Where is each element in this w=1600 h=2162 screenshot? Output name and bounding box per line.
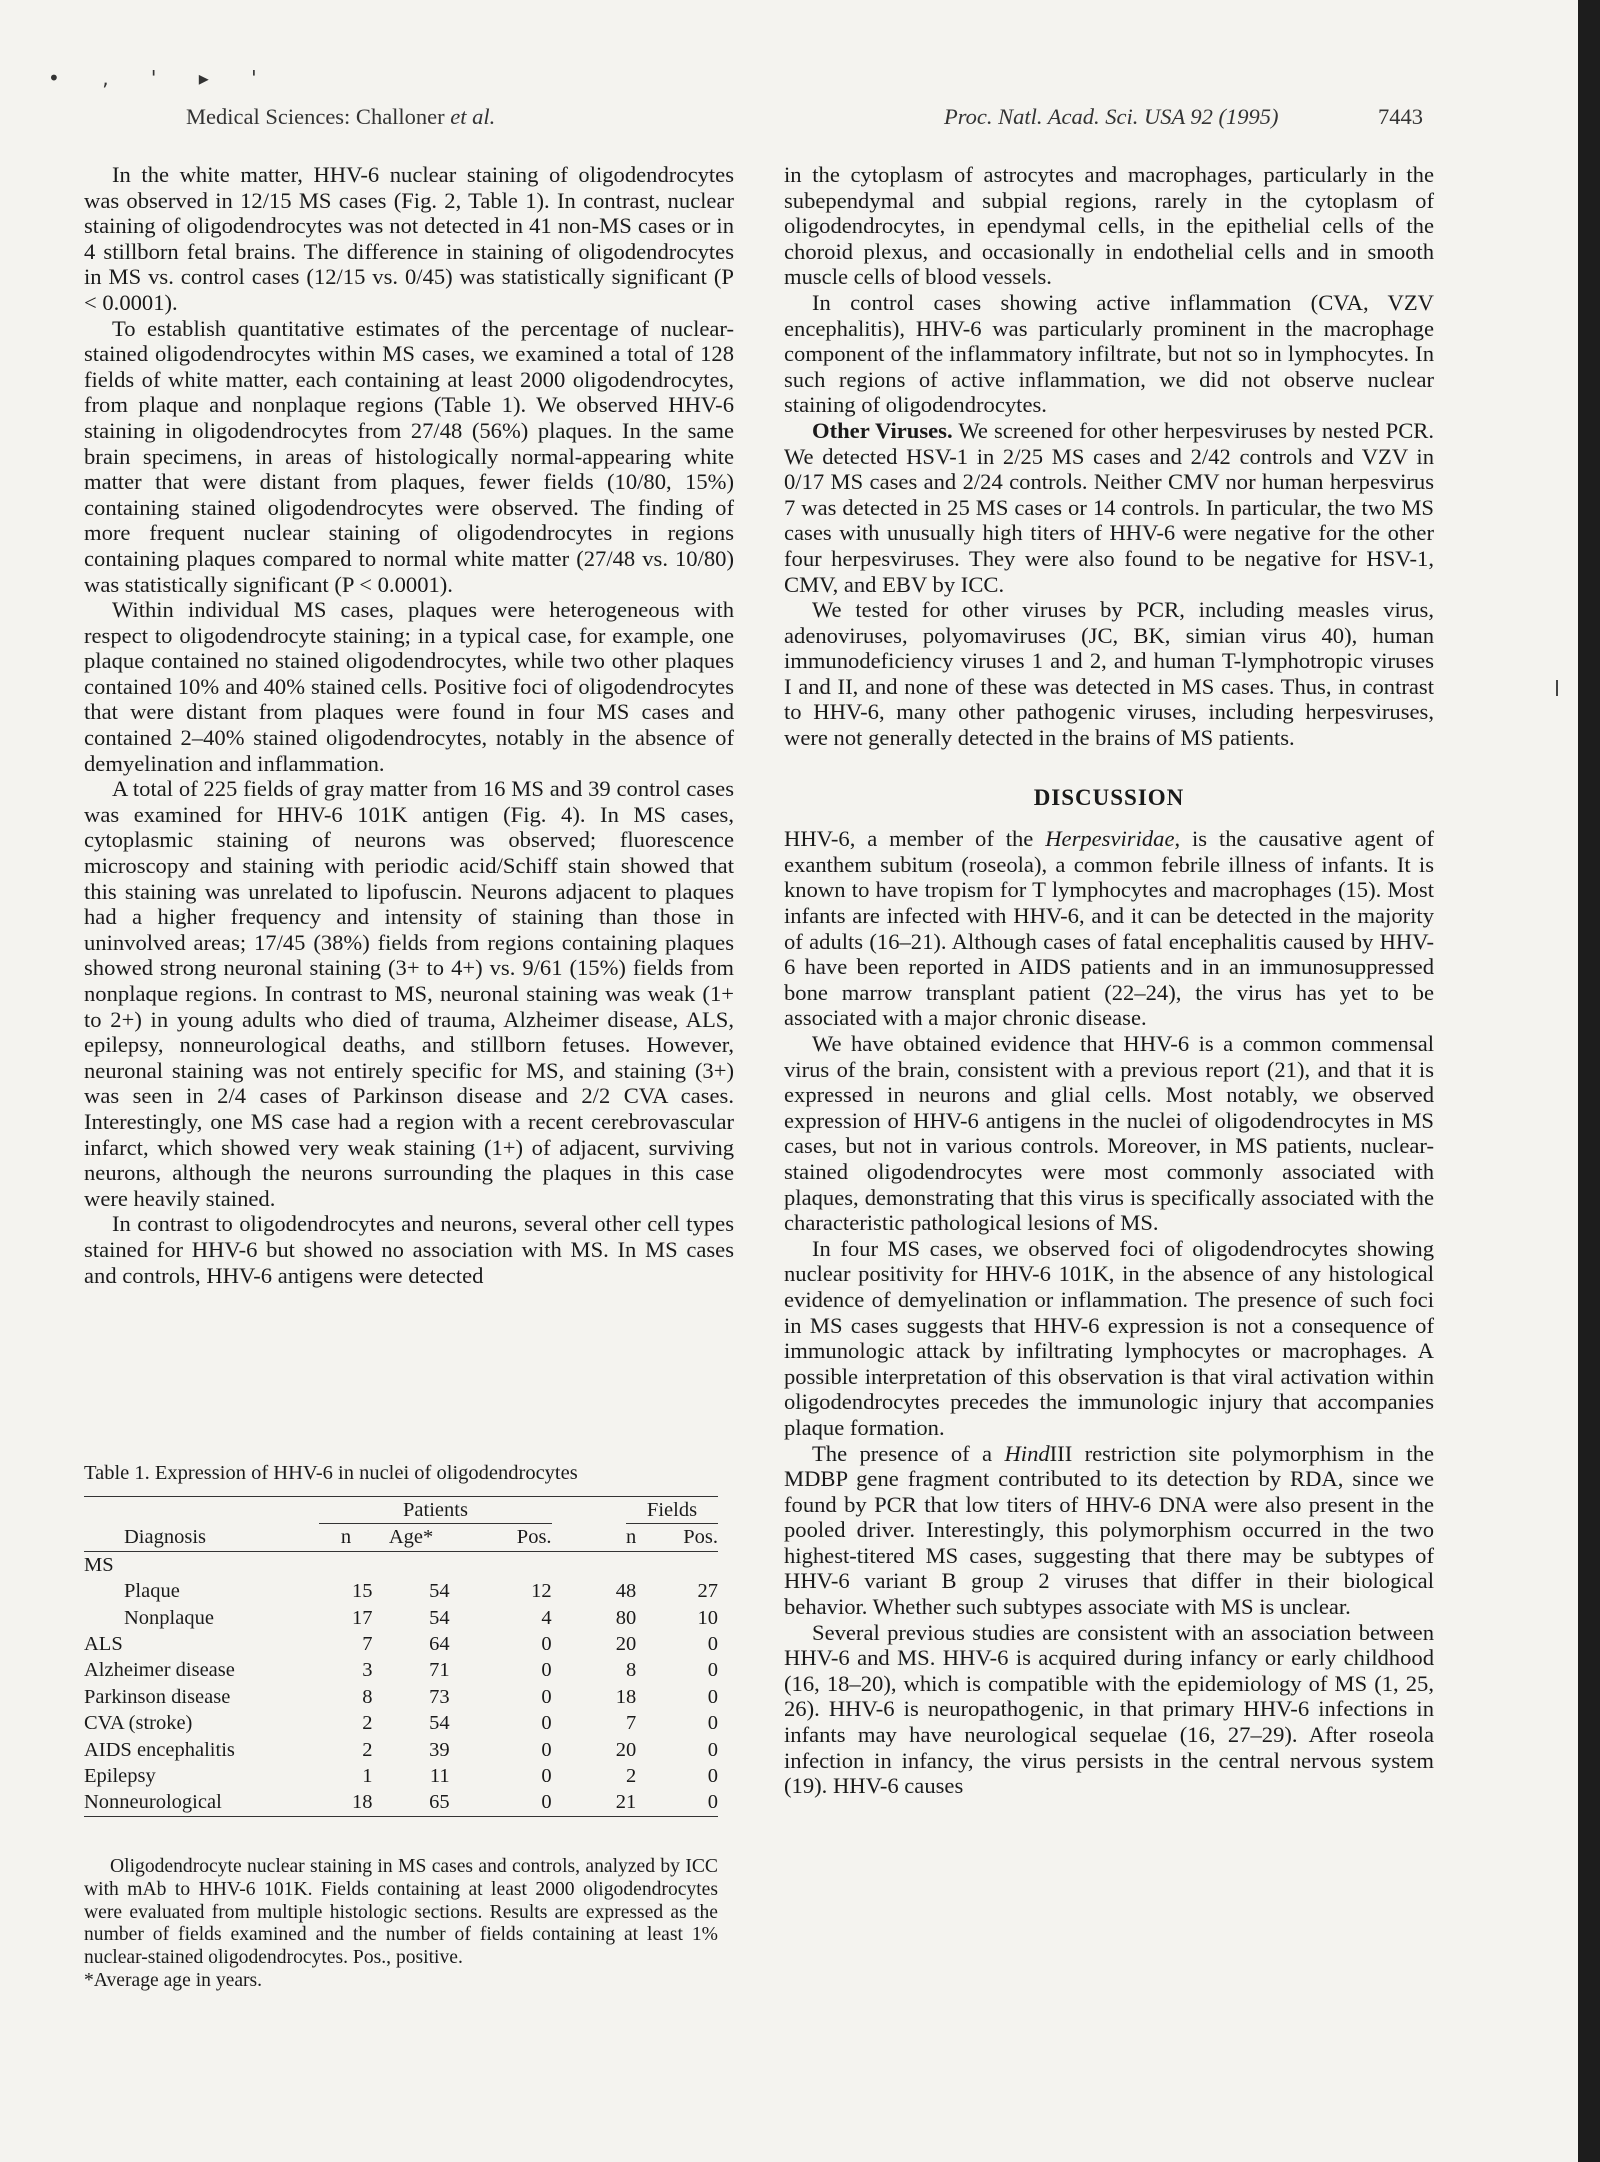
paragraph-text: We screened for other herpesviruses by nested PCR. We detected HSV-1 in 2/25 MS cases and 2/42 controls and VZV in 0/17 MS cases and 2/24 controls. Neither CMV nor human herpesvirus 7 was detected in 25 MS cases or 14 controls. In particular, the two MS cases with unusually high titers of HHV-6 were negative for the other four herpesviruses. They were also found to be negative for HSV-1, CMV, and EBV by ICC.	[784, 417, 1435, 597]
column-header: n	[625, 1526, 637, 1549]
cell-n: 18	[352, 1791, 373, 1814]
cell-fields-pos: 0	[707, 1738, 718, 1761]
table-footnote	[84, 1856, 718, 1993]
running-head-left	[186, 104, 495, 130]
cell-fields-n: 8	[625, 1659, 637, 1682]
paragraph	[784, 1441, 1434, 1620]
cell-fields-pos: 27	[697, 1580, 718, 1603]
cell-pos: 4	[541, 1606, 552, 1629]
running-head-journal: Proc. Natl. Acad. Sci. USA 92 (1995)	[944, 104, 1279, 129]
column-header: Diagnosis	[124, 1526, 206, 1549]
text-run: The presence of a	[812, 1440, 993, 1466]
cell-diagnosis: Epilepsy	[84, 1765, 156, 1788]
paragraph: In the white matter, HHV-6 nuclear staining of oligodendrocytes was observed in 12/15 MS cases (Fig. 2, Table 1). In contrast, nuclear staining of oligodendrocytes was not detected in 41 non-MS cases or in 4 stillborn fetal brains. The difference in staining of oligodendrocytes in MS vs. control cases (12/15 vs. 0/45) was statistically significant (P < 0.0001).	[84, 162, 734, 315]
table-row	[84, 1763, 718, 1789]
table-note-age: *Average age in years.	[84, 1969, 263, 1991]
cell-pos: 0	[541, 1738, 552, 1761]
cell-diagnosis: Nonneurological	[84, 1791, 222, 1814]
cell-n: 17	[352, 1606, 373, 1629]
cell-n: 8	[362, 1685, 373, 1708]
cell-n: 2	[362, 1712, 373, 1735]
cell-pos: 0	[541, 1712, 552, 1735]
paragraph: In contrast to oligodendrocytes and neurons, several other cell types stained for HHV-6 but showed no association with MS. In MS cases and controls, HHV-6 antigens were detected	[84, 1211, 734, 1288]
table-row	[84, 1631, 718, 1657]
cell-diagnosis: Nonplaque	[124, 1606, 214, 1629]
cell-fields-n: 21	[615, 1791, 637, 1814]
cell-fields-pos: 10	[697, 1606, 718, 1629]
cell-fields-n: 20	[615, 1633, 637, 1656]
cell-pos: 0	[541, 1633, 552, 1656]
cell-n: 2	[362, 1738, 373, 1761]
table-row	[84, 1684, 718, 1710]
paragraph	[784, 826, 1434, 1031]
cell-pos: 0	[541, 1765, 552, 1788]
cell-n: 1	[362, 1765, 373, 1788]
cell-fields-pos: 0	[707, 1633, 718, 1656]
cell-diagnosis: ALS	[84, 1633, 123, 1656]
cell-fields-pos: 0	[707, 1685, 718, 1708]
right-column	[784, 162, 1434, 1799]
section-heading-discussion: DISCUSSION	[1033, 784, 1185, 810]
paragraph: Within individual MS cases, plaques were heterogeneous with respect to oligodendrocyte staining; in a typical case, for example, one plaque contained no stained oligodendrocytes, while two other plaques contained 10% and 40% stained cells. Positive foci of oligodendrocytes that were distant from plaques were found in four MS cases and contained 2–40% stained oligodendrocytes, notably in the absence of demyelination and inflammation.	[84, 597, 734, 776]
cell-pos: 0	[541, 1791, 552, 1814]
cell-age: 73	[429, 1685, 450, 1708]
cell-age: 39	[429, 1738, 450, 1761]
table-note: Oligodendrocyte nuclear staining in MS cases and controls, analyzed by ICC with mAb to HHV-6 101K. Fields containing at least 2000 oligodendrocytes were evaluated from multiple histologic sections. Results are expressed as the number of fields examined and the number of fields containing at least 1% nuclear-stained oligodendrocytes. Pos., positive.	[84, 1856, 718, 1969]
scan-specks: • ‚ ' ▸ '	[48, 66, 275, 90]
paragraph: in the cytoplasm of astrocytes and macrophages, particularly in the subependymal and subpial regions, rarely in the cytoplasm of oligodendrocytes, in ependymal cells, in the epithelial cells of the choroid plexus, and occasionally in endothelial cells and in smooth muscle cells of blood vessels.	[784, 162, 1434, 290]
cell-pos: 12	[531, 1580, 552, 1603]
cell-age: 64	[429, 1633, 450, 1656]
cell-age: 54	[429, 1580, 450, 1603]
running-head-section: Medical Sciences: Challoner	[186, 104, 445, 129]
cell-diagnosis: CVA (stroke)	[84, 1712, 193, 1735]
table-group-label: MS	[84, 1553, 114, 1576]
table-1	[84, 1496, 718, 1817]
column-header: Age*	[388, 1526, 434, 1549]
cell-diagnosis: Plaque	[124, 1580, 180, 1603]
cell-fields-pos: 0	[707, 1659, 718, 1682]
cell-pos: 0	[541, 1659, 552, 1682]
cell-fields-n: 20	[615, 1738, 637, 1761]
running-head-etal: et al.	[450, 104, 496, 129]
paragraph: A total of 225 fields of gray matter from 16 MS and 39 control cases was examined for HHV-6 101K antigen (Fig. 4). In MS cases, cytoplasmic staining of neurons was observed; fluorescence microscopy and staining with periodic acid/Schiff stain showed that this staining was unrelated to lipofuscin. Neurons adjacent to plaques had a higher frequency and intensity of staining than those in uninvolved areas; 17/45 (38%) fields from regions containing plaques showed strong neuronal staining (3+ to 4+) vs. 9/61 (15%) fields from nonplaque regions. In contrast to MS, neuronal staining was weak (1+ to 2+) in young adults who died of trauma, Alzheimer disease, ALS, epilepsy, nonneurological deaths, and stillborn fetuses. However, neuronal staining was not entirely specific for MS, and staining (3+) was seen in 2/4 cases of Parkinson disease and 2/2 CVA cases. Interestingly, one MS case had a region with a recent cerebrovascular infarct, which showed very weak staining (1+) of adjacent, surviving neurons, although the neurons surrounding the plaques in this case were heavily stained.	[84, 776, 734, 1211]
table-row	[84, 1657, 718, 1683]
cell-age: 54	[429, 1606, 450, 1629]
text-run: , is the causative agent of exanthem subitum (roseola), a common febrile illness of infants. It is known to have tropism for T lymphocytes and macrophages (15). Most infants are infected with HHV-6, and it can be detected in the majority of adults (16–21). Although cases of fatal encephalitis caused by HHV-6 have been reported in AIDS patients and in an immunosuppressed bone marrow transplant patient (22–24), the virus has yet to be associated with a major chronic disease.	[784, 826, 1434, 1031]
cell-age: 54	[429, 1712, 450, 1735]
cell-fields-n: 7	[625, 1712, 637, 1735]
table-row	[84, 1605, 718, 1631]
table-row	[84, 1578, 718, 1604]
paragraph: We tested for other viruses by PCR, including measles virus, adenoviruses, polyomaviruses (JC, BK, simian virus 40), human immunodeficiency viruses 1 and 2, and human T-lymphotropic viruses I and II, and none of these was detected in MS cases. Thus, in contrast to HHV-6, many other pathogenic viruses, including herpesviruses, were not generally detected in the brains of MS patients.	[784, 597, 1434, 751]
cell-age: 11	[429, 1765, 450, 1788]
paragraph: Several previous studies are consistent with an association between HHV-6 and MS. HHV-6 is acquired during infancy or early childhood (16, 18–20), which is compatible with the epidemiology of MS (1, 25, 26). HHV-6 is neuropathogenic, in that primary HHV-6 infections in infants may have neurological sequelae (16, 27–29). After roseola infection in infancy, the virus persists in the central nervous system (19). HHV-6 causes	[784, 1619, 1434, 1799]
paragraph: In control cases showing active inflammation (CVA, VZV encephalitis), HHV-6 was particularly prominent in the macrophage component of the inflammatory infiltrate, but not so in lymphocytes. In such regions of active inflammation, we did not observe nuclear staining of oligodendrocytes.	[784, 289, 1434, 418]
column-header: Pos.	[683, 1526, 718, 1549]
cell-fields-pos: 0	[707, 1765, 718, 1788]
page-number: 7443	[1378, 104, 1423, 129]
cell-age: 65	[429, 1791, 450, 1814]
text-run: III restriction site polymorphism in the MDBP gene fragment contributed to its detection by RDA, since we found by PCR that low titers of HHV-6 DNA were also present in the pooled driver. Interestingly, this polymorphism occurred in the two highest-titered MS cases, suggesting that there may be subtypes of HHV-6 variant B group 2 viruses that differ in their biological behavior. Whether such subtypes associate with MS is unclear.	[784, 1440, 1434, 1620]
column-header: Pos.	[516, 1526, 552, 1549]
cell-fields-n: 48	[615, 1580, 637, 1603]
cell-age: 71	[429, 1659, 450, 1682]
cell-pos: 0	[541, 1685, 552, 1708]
paragraph: We have obtained evidence that HHV-6 is a common commensal virus of the brain, consistent with a previous report (21), and that it is expressed in neurons and glial cells. Most notably, we observed expression of HHV-6 antigens in the nuclei of oligodendrocytes in MS cases, but not in various controls. Moreover, in MS patients, nuclear-stained oligodendrocytes were most commonly associated with plaques, demonstrating that this virus is specifically associated with the characteristic pathological lesions of MS.	[784, 1031, 1434, 1236]
text-run: HHV-6, a member of the	[784, 826, 1034, 852]
cell-fields-pos: 0	[707, 1712, 718, 1735]
paragraph: To establish quantitative estimates of the percentage of nuclear-stained oligodendrocytes within MS cases, we examined a total of 128 fields of white matter, each containing at least 2000 oligodendrocytes, from plaque and nonplaque regions (Table 1). We observed HHV-6 staining in oligodendrocytes from 27/48 (56%) plaques. In the same brain specimens, in areas of histologically normal-appearing white matter that were distant from plaques, fewer fields (10/80, 15%) containing stained oligodendrocytes were observed. The finding of more frequent nuclear staining of oligodendrocytes in regions containing plaques compared to normal white matter (27/48 vs. 10/80) was statistically significant (P < 0.0001).	[84, 315, 734, 597]
table-row	[84, 1710, 718, 1736]
left-column	[84, 162, 734, 1288]
scan-edge-mark	[1556, 680, 1558, 696]
group-header-fields: Fields	[626, 1497, 718, 1524]
italic-term: Hind	[1004, 1440, 1050, 1466]
cell-diagnosis: Alzheimer disease	[84, 1659, 235, 1682]
paragraph: In four MS cases, we observed foci of oligodendrocytes showing nuclear positivity for HHV-6 101K, in the absence of any histological evidence of demyelination or inflammation. The presence of such foci in MS cases suggests that HHV-6 expression is not a consequence of immunologic attack by infiltrating lymphocytes or macrophages. A possible interpretation of this observation is that viral activation within oligodendrocytes precedes the immunologic injury that accompanies plaque formation.	[784, 1235, 1434, 1440]
cell-diagnosis: AIDS encephalitis	[84, 1738, 235, 1761]
table-caption: Table 1. Expression of HHV-6 in nuclei of oligodendrocytes	[84, 1462, 578, 1484]
table-row	[84, 1737, 718, 1763]
cell-diagnosis: Parkinson disease	[84, 1685, 231, 1708]
cell-fields-pos: 0	[707, 1791, 718, 1814]
cell-n: 7	[362, 1633, 373, 1656]
cell-n: 15	[352, 1580, 373, 1603]
runin-heading: Other Viruses.	[812, 417, 953, 443]
italic-term: Herpesviridae	[1045, 826, 1175, 852]
cell-fields-n: 18	[615, 1685, 637, 1708]
paragraph-other-viruses	[784, 418, 1434, 597]
column-header: n	[340, 1526, 352, 1549]
table-row	[84, 1789, 718, 1816]
cell-fields-n: 2	[625, 1765, 637, 1788]
group-header-patients: Patients	[319, 1497, 551, 1524]
cell-fields-n: 80	[615, 1606, 637, 1629]
cell-n: 3	[362, 1659, 373, 1682]
